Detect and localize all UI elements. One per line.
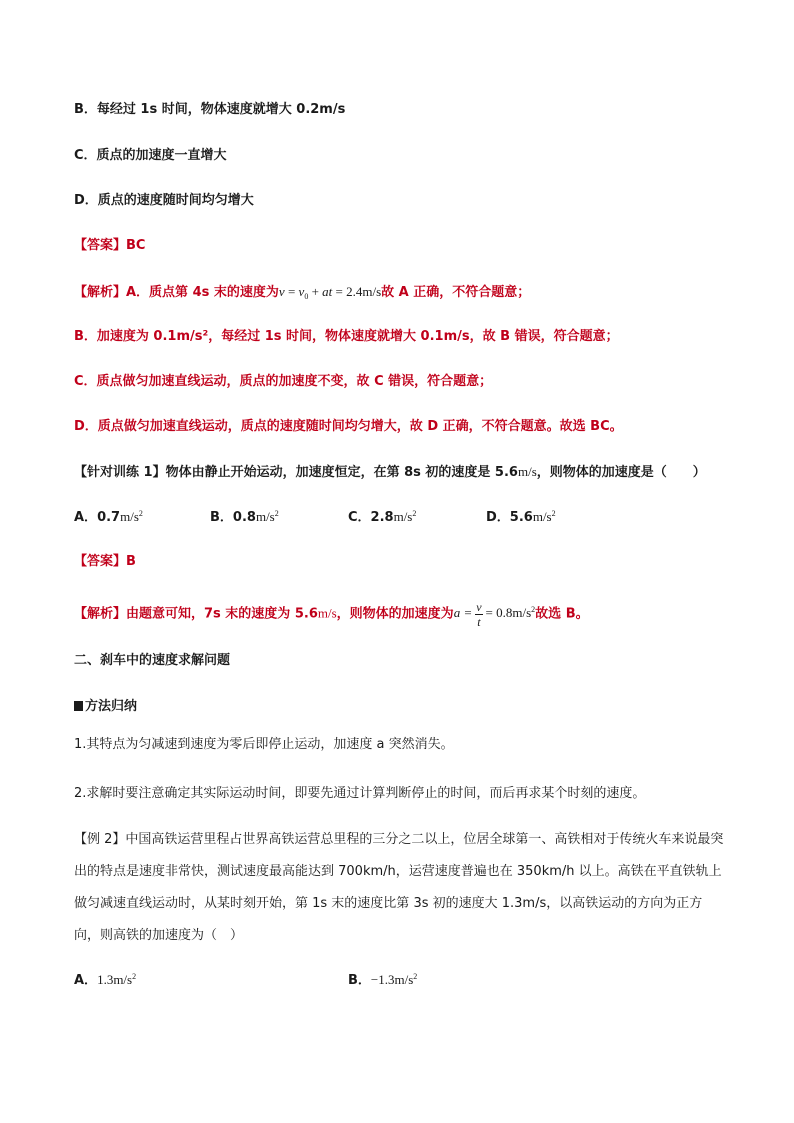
analysis-a <box>74 282 734 303</box>
option-d-text: D．质点的速度随时间均匀增大 <box>74 193 254 208</box>
option-c-text: C．质点的加速度一直增大 <box>74 148 227 163</box>
section-title: 二、刹车中的速度求解问题 <box>74 653 231 668</box>
training-option-c <box>348 507 416 528</box>
option-letter: B． <box>348 973 371 988</box>
square-bullet-icon <box>74 701 83 711</box>
example-option-b <box>348 970 417 991</box>
answer2-label: 【答案】B <box>74 554 136 569</box>
analysis-a-formula: $v = v_0$ + at = 2.4m/s <box>278 284 382 301</box>
method-item-1: 1.其特点为匀减速到速度为零后即停止运动，加速度 a 突然消失。 <box>74 737 454 752</box>
analysis-a-suffix: 故 A 正确，不符合题意； <box>381 285 531 300</box>
training-option-a <box>74 507 143 528</box>
analysis2-suffix: 故选 B。 <box>535 606 589 622</box>
example2-question: 【例 2】中国高铁运营里程占世界高铁运营总里程的三分之二以上，位居全球第一、高铁相对于传统火车来说最突出的特点是速度非常快，测试速度最高能达到 700km/h，运营速度普遍也在 350km/h 以上。高铁在平直铁轨上做匀减速直线运动时，从某时刻开始，第 1s 末的速度比第 3s 初的速度大 1.3m/s，以高铁运动的方向为正方向，则高铁的加速度为（ ） <box>74 832 724 943</box>
analysis-a-prefix: 【解析】A．质点第 4s 末的速度为 <box>74 285 279 300</box>
option-value: $-1.3m/s^2$ <box>370 972 418 987</box>
analysis-b: B．加速度为 0.1m/s²，每经过 1s 时间，物体速度就增大 0.1m/s，故 B 错误，符合题意； <box>74 329 619 344</box>
method-title-text: 方法归纳 <box>85 699 138 714</box>
option-b-text: B．每经过 1s 时间，物体速度就增大 0.2m/s <box>74 102 346 117</box>
option-value: 2.8 <box>370 510 394 525</box>
training-question <box>74 462 734 483</box>
option-unit: $m/s^2$ <box>120 509 143 524</box>
option-unit: $m/s^2$ <box>255 509 279 524</box>
fraction: $\frac{v}{t}$ <box>476 600 482 629</box>
analysis2-mid: ，则物体的加速度为 <box>336 606 454 622</box>
method-title <box>74 697 734 717</box>
option-unit: $m/s^2$ <box>532 509 556 524</box>
method-item-2: 2.求解时要注意确定其实际运动时间，即要先通过计算判断停止的时间，而后再求某个时刻的速度。 <box>74 786 646 801</box>
option-unit: $m/s^2$ <box>393 509 417 524</box>
option-value: 5.6 <box>509 510 533 525</box>
option-value: 0.7 <box>97 510 121 525</box>
training-option-d <box>486 507 556 528</box>
training-option-b <box>210 507 279 528</box>
training-suffix: ，则物体的加速度是（ ） <box>536 465 706 480</box>
training-prefix: 【针对训练 1】物体由静止开始运动，加速度恒定，在第 8s 初的速度是 5.6 <box>74 465 518 480</box>
option-letter: D． <box>486 510 510 525</box>
option-value: $1.3m/s^2$ <box>97 972 137 987</box>
analysis2-formula: a = $\frac{v}{t}$ = $0.8m/s^2$ <box>453 600 536 629</box>
example-option-a <box>74 970 136 991</box>
option-letter: B． <box>210 510 233 525</box>
analysis-c: C．质点做匀加速直线运动，质点的加速度不变，故 C 错误，符合题意； <box>74 374 493 389</box>
analysis2 <box>74 600 734 629</box>
option-letter: A． <box>74 510 98 525</box>
analysis2-prefix: 【解析】由题意可知，7s 末的速度为 5.6 <box>74 606 318 622</box>
training-unit: m/s <box>517 464 537 479</box>
answer-label: 【答案】BC <box>74 238 146 253</box>
analysis-d: D．质点做匀加速直线运动，质点的速度随时间均匀增大，故 D 正确，不符合题意。故选 BC。 <box>74 419 623 434</box>
option-letter: C． <box>348 510 371 525</box>
option-letter: A． <box>74 973 98 988</box>
option-value: 0.8 <box>232 510 256 525</box>
analysis2-unit: m/s <box>317 605 337 621</box>
